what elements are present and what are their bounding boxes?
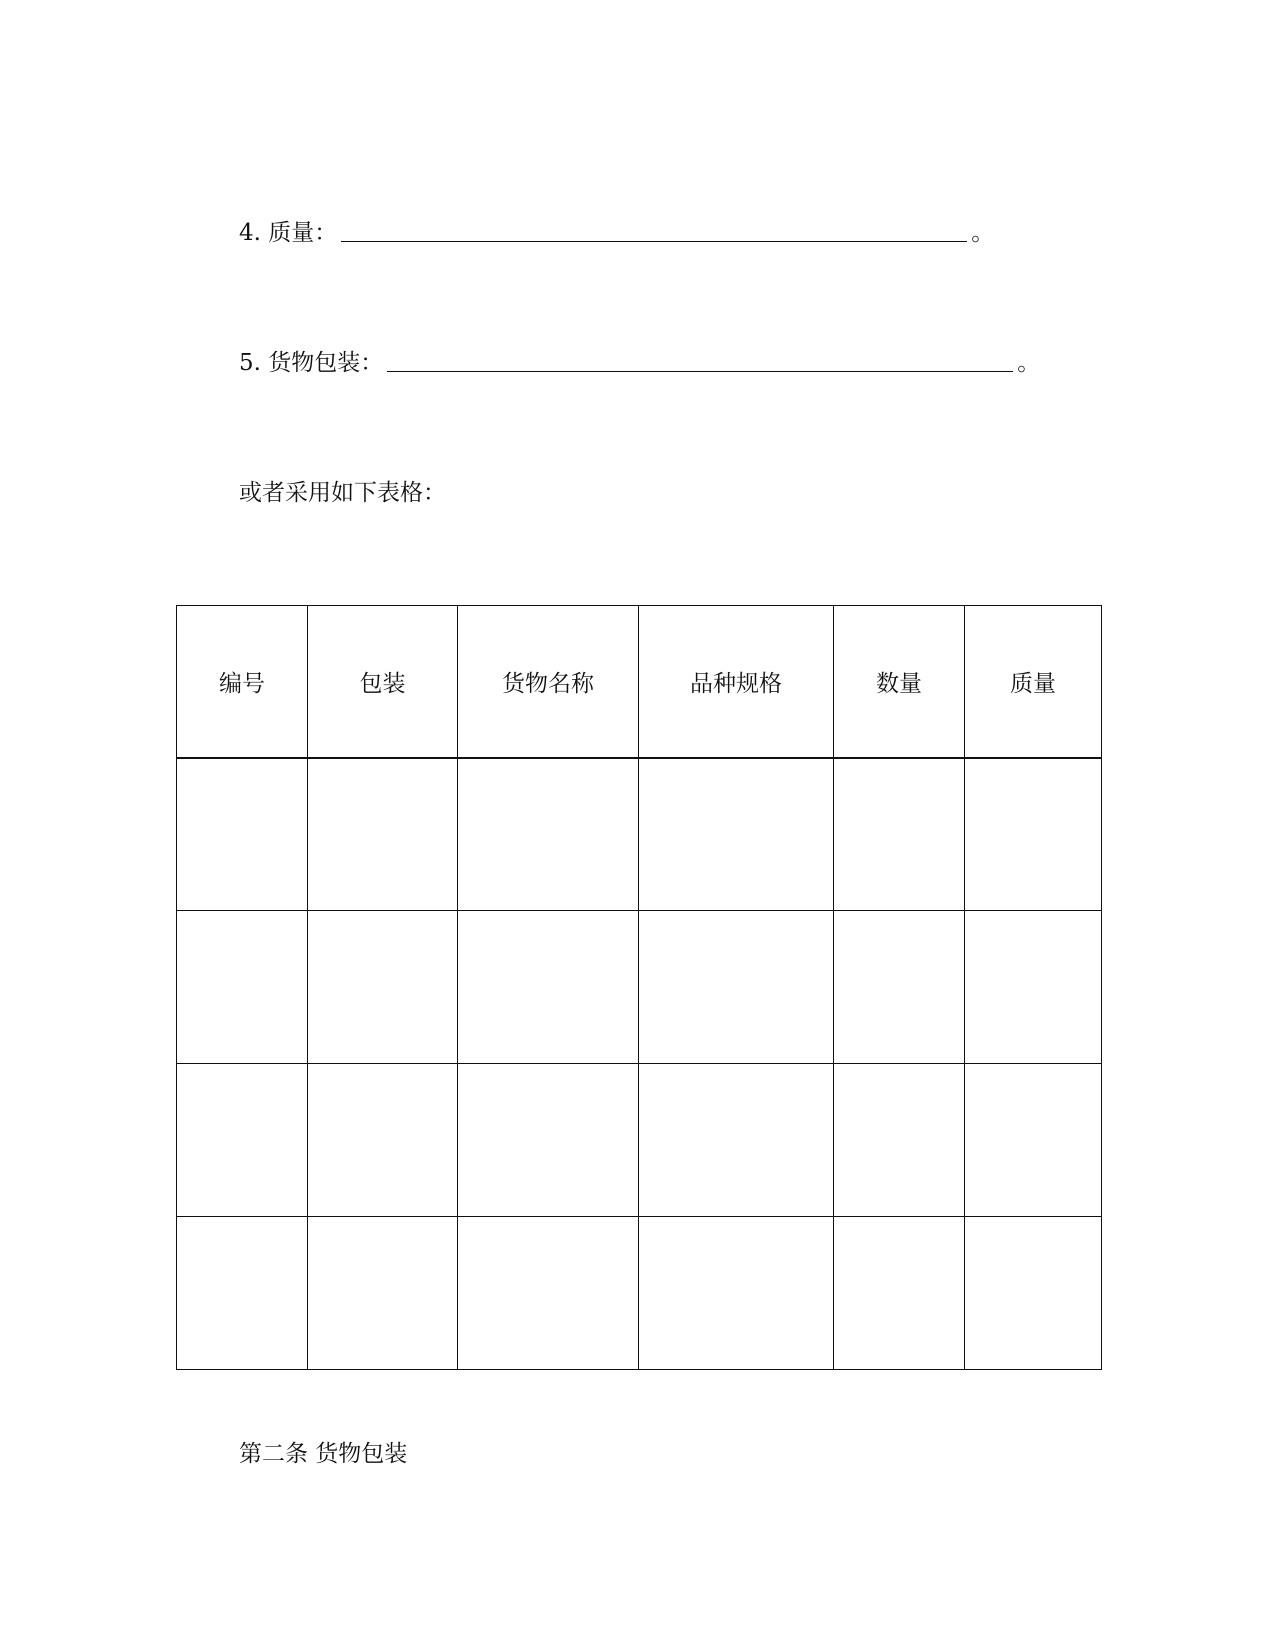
table-cell[interactable] — [177, 1064, 308, 1217]
table-cell[interactable] — [458, 911, 639, 1064]
table-row — [177, 911, 1102, 1064]
table-cell[interactable] — [965, 1064, 1102, 1217]
table-cell[interactable] — [834, 911, 965, 1064]
table-cell[interactable] — [177, 1217, 308, 1370]
table-cell[interactable] — [965, 1217, 1102, 1370]
table-cell[interactable] — [965, 758, 1102, 911]
table-cell[interactable] — [639, 758, 834, 911]
table-cell[interactable] — [308, 1064, 458, 1217]
table-cell[interactable] — [834, 1217, 965, 1370]
quality-blank-field[interactable] — [341, 219, 967, 242]
packaging-end-mark: 。 — [1017, 350, 1041, 376]
header-variety-spec: 品种规格 — [639, 606, 834, 758]
table-cell[interactable] — [177, 758, 308, 911]
table-cell[interactable] — [458, 1064, 639, 1217]
table-row — [177, 1217, 1102, 1370]
table-cell[interactable] — [639, 1064, 834, 1217]
table-cell[interactable] — [308, 758, 458, 911]
header-quantity: 数量 — [834, 606, 965, 758]
table-cell[interactable] — [458, 758, 639, 911]
goods-table — [176, 605, 1102, 1370]
header-quality: 质量 — [965, 606, 1102, 758]
table-cell[interactable] — [639, 911, 834, 1064]
quality-label: 4. 质量： — [239, 220, 338, 246]
table-cell[interactable] — [177, 911, 308, 1064]
table-cell[interactable] — [458, 1217, 639, 1370]
header-number: 编号 — [177, 606, 308, 758]
table-header-row — [177, 606, 1102, 758]
quality-line — [239, 218, 994, 248]
table-cell[interactable] — [308, 1217, 458, 1370]
table-cell[interactable] — [639, 1217, 834, 1370]
header-packaging: 包装 — [308, 606, 458, 758]
packaging-blank-field[interactable] — [387, 349, 1013, 372]
table-cell[interactable] — [834, 758, 965, 911]
header-goods-name: 货物名称 — [458, 606, 639, 758]
packaging-label: 5. 货物包装： — [239, 350, 384, 376]
table-row — [177, 1064, 1102, 1217]
packaging-line — [239, 348, 1040, 378]
article-2-heading: 第二条 货物包装 — [239, 1441, 408, 1467]
table-cell[interactable] — [308, 911, 458, 1064]
table-row — [177, 758, 1102, 911]
table-intro-text: 或者采用如下表格： — [239, 480, 446, 506]
table-cell[interactable] — [834, 1064, 965, 1217]
quality-end-mark: 。 — [971, 220, 995, 246]
table-cell[interactable] — [965, 911, 1102, 1064]
